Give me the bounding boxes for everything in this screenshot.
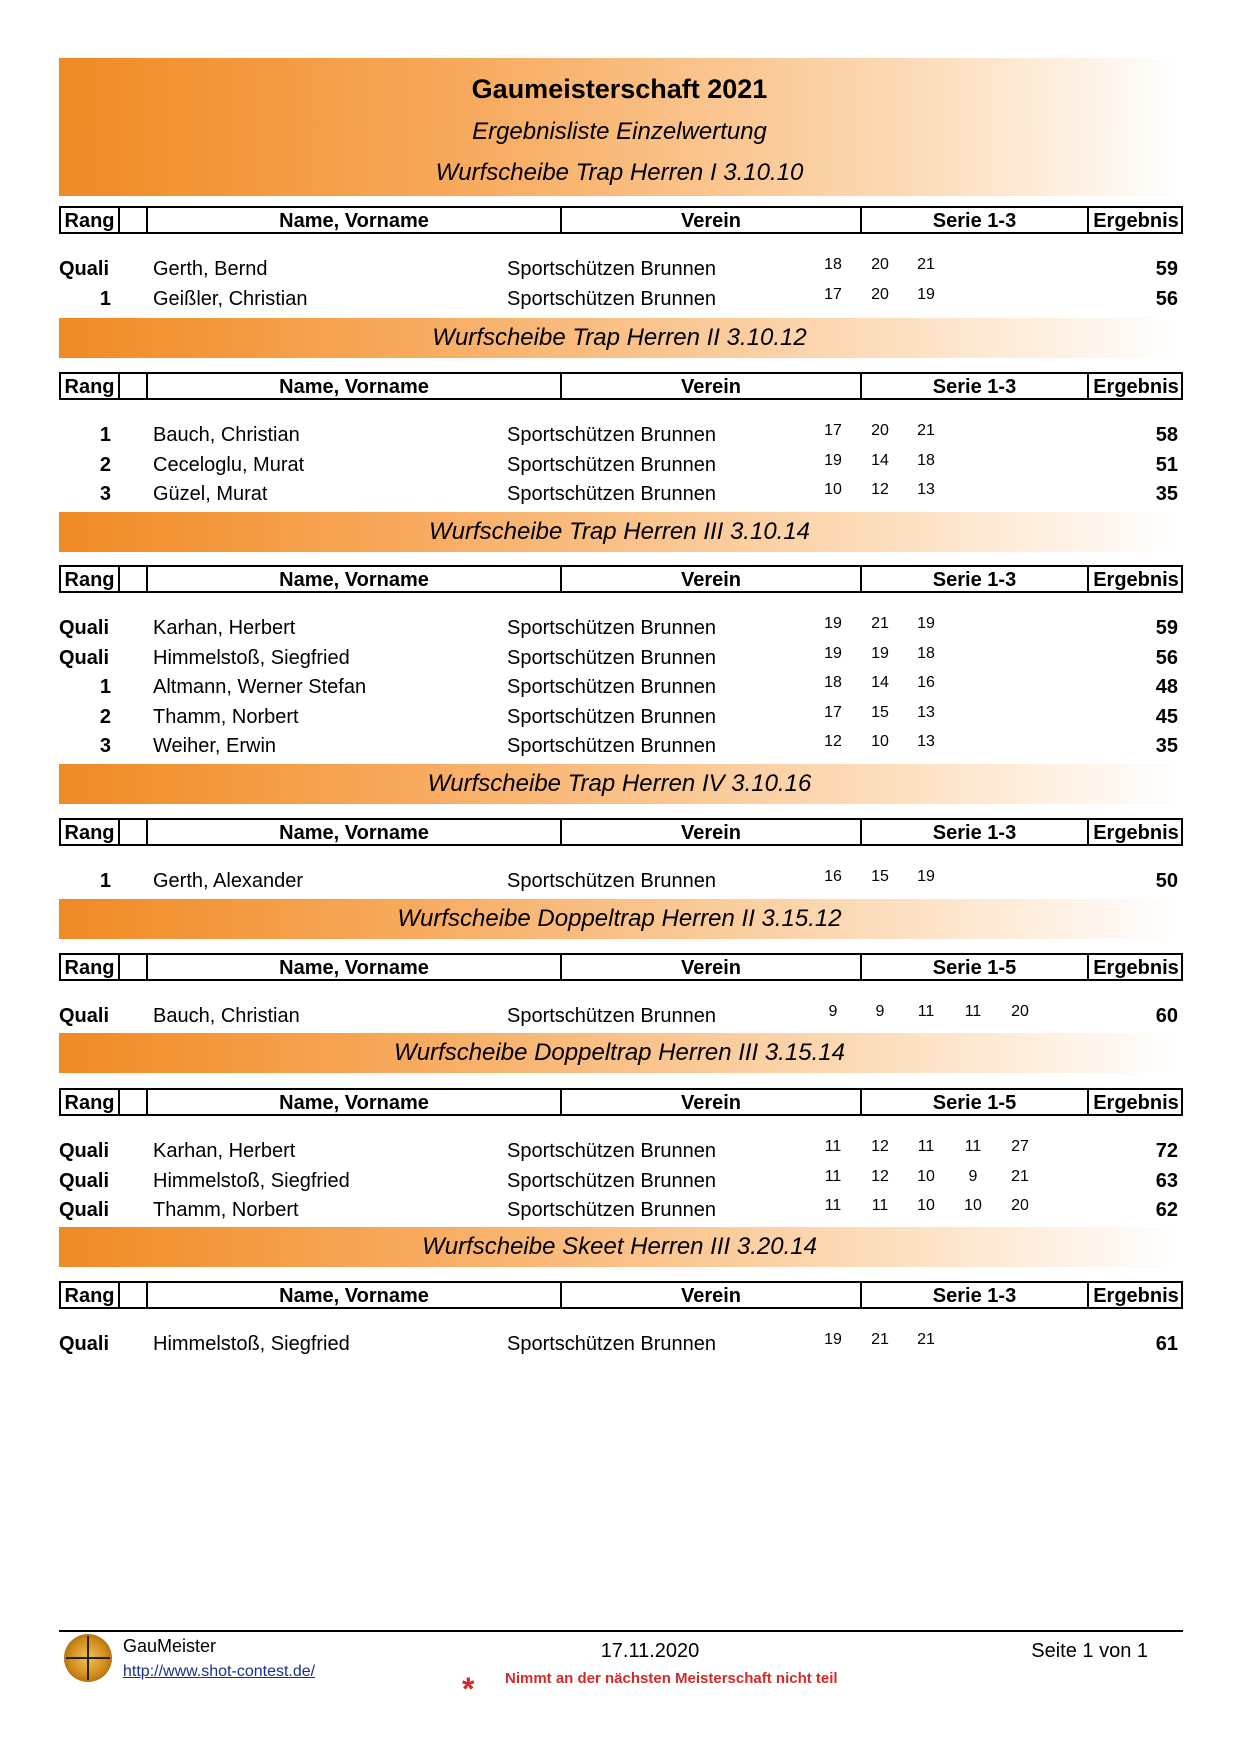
- row-ergebnis: 35: [1155, 735, 1178, 757]
- table-row: [0, 617, 1240, 645]
- row-serie-3: 19: [917, 285, 935, 303]
- section-title: Wurfscheibe Skeet Herren III 3.20.14: [422, 1233, 817, 1260]
- column-header-serie: Serie 1-3: [860, 208, 1087, 232]
- row-rang: Quali: [59, 258, 110, 280]
- row-serie-3: 18: [917, 644, 935, 662]
- row-serie-2: 21: [871, 1331, 889, 1348]
- row-serie-1: 17: [824, 703, 842, 721]
- section-title: Wurfscheibe Doppeltrap Herren III 3.15.14: [394, 1039, 845, 1066]
- column-header-ergebnis: Ergebnis: [1087, 1090, 1183, 1114]
- row-ergebnis: 62: [1155, 1199, 1178, 1221]
- row-serie-3: 21: [917, 1331, 935, 1348]
- column-header-verein: Verein: [560, 567, 860, 591]
- column-header-spacer: [118, 208, 146, 232]
- column-header-ergebnis: Ergebnis: [1087, 208, 1183, 232]
- row-rang: Quali: [59, 617, 110, 639]
- row-serie-2: 19: [871, 644, 889, 662]
- row-serie-3: 13: [917, 703, 935, 721]
- row-ergebnis: 59: [1155, 258, 1178, 280]
- row-rang: 2: [99, 705, 111, 728]
- column-header-rang: Rang: [64, 822, 115, 844]
- row-verein: Sportschützen Brunnen: [507, 1333, 717, 1355]
- row-serie-1: 10: [824, 481, 842, 498]
- row-serie-1: 11: [824, 1167, 842, 1185]
- row-serie-2: 15: [871, 868, 889, 885]
- table-row: [0, 424, 1240, 452]
- row-ergebnis: 72: [1155, 1140, 1178, 1162]
- footer-divider: [59, 1630, 1183, 1632]
- row-name: Thamm, Norbert: [153, 1199, 299, 1221]
- row-rang: Quali: [59, 1333, 110, 1355]
- row-serie-2: 12: [871, 481, 889, 498]
- column-header-ergebnis: Ergebnis: [1087, 955, 1183, 979]
- footer-page-number: Seite 1 von 1: [1031, 1640, 1148, 1662]
- column-header-ergebnis: Ergebnis: [1087, 567, 1183, 591]
- row-verein: Sportschützen Brunnen: [507, 617, 717, 639]
- row-serie-5: 20: [1011, 1197, 1029, 1214]
- row-serie-2: 9: [875, 1003, 885, 1020]
- section-title: Wurfscheibe Trap Herren II 3.10.12: [432, 324, 807, 351]
- table-row: [0, 1199, 1240, 1227]
- table-row: [0, 1333, 1240, 1361]
- column-header-verein: Verein: [560, 374, 860, 398]
- row-verein: Sportschützen Brunnen: [507, 705, 717, 728]
- column-header-spacer: [118, 955, 146, 979]
- column-header-verein: Verein: [560, 208, 860, 232]
- column-header-ergebnis: Ergebnis: [1087, 820, 1183, 844]
- page-title: Gaumeisterschaft 2021: [471, 74, 768, 104]
- row-ergebnis: 56: [1155, 287, 1178, 310]
- page-subtitle: Ergebnisliste Einzelwertung: [472, 118, 767, 145]
- row-serie-3: 19: [917, 615, 935, 632]
- row-serie-3: 11: [917, 1003, 935, 1020]
- footer-url-link[interactable]: http://www.shot-contest.de/: [123, 1663, 316, 1680]
- row-serie-3: 21: [917, 422, 935, 439]
- table-row: [0, 644, 1240, 675]
- section-title: Wurfscheibe Trap Herren IV 3.10.16: [427, 770, 812, 797]
- page-header: [59, 58, 1180, 196]
- column-header-spacer: [118, 1090, 146, 1114]
- row-serie-3: 18: [917, 451, 935, 469]
- column-header-rang: Rang: [64, 1092, 115, 1114]
- row-serie-1: 12: [824, 733, 842, 750]
- footer-date: 17.11.2020: [600, 1640, 700, 1662]
- row-name: Weiher, Erwin: [153, 735, 277, 757]
- table-row: [0, 1140, 1240, 1168]
- section-title-band: [59, 764, 1180, 804]
- row-name: Ceceloglu, Murat: [153, 453, 305, 476]
- column-header-ergebnis: Ergebnis: [1087, 1283, 1183, 1307]
- column-header-rang: Rang: [64, 210, 115, 232]
- row-name: Gerth, Bernd: [153, 258, 268, 280]
- row-serie-3: 10: [917, 1197, 935, 1214]
- row-serie-4: 9: [968, 1167, 978, 1185]
- row-verein: Sportschützen Brunnen: [507, 287, 717, 310]
- row-serie-3: 19: [917, 868, 935, 885]
- row-verein: Sportschützen Brunnen: [507, 646, 717, 669]
- column-header-serie: Serie 1-3: [860, 567, 1087, 591]
- section-title-band: [59, 318, 1180, 358]
- row-serie-5: 20: [1011, 1003, 1029, 1020]
- column-header-serie: Serie 1-3: [860, 1283, 1087, 1307]
- row-verein: Sportschützen Brunnen: [507, 1169, 717, 1192]
- table-header: [59, 818, 1183, 846]
- row-serie-5: 27: [1011, 1138, 1029, 1155]
- row-serie-3: 13: [917, 481, 935, 498]
- row-verein: Sportschützen Brunnen: [507, 1140, 717, 1162]
- row-serie-2: 12: [871, 1138, 889, 1155]
- row-ergebnis: 56: [1155, 646, 1178, 669]
- row-serie-5: 21: [1011, 1167, 1029, 1185]
- table-row: [0, 258, 1240, 286]
- row-rang: 1: [99, 676, 111, 698]
- table-row: [0, 703, 1240, 734]
- table-row: [0, 285, 1240, 316]
- row-serie-1: 19: [824, 451, 842, 469]
- footer-note: Nimmt an der nächsten Meisterschaft nicht teil: [505, 1670, 838, 1687]
- row-rang: 3: [99, 483, 111, 505]
- column-header-verein: Verein: [560, 1283, 860, 1307]
- row-rang: Quali: [59, 1005, 110, 1027]
- crosshair-logo-icon: [64, 1634, 112, 1682]
- row-serie-3: 13: [917, 733, 935, 750]
- row-rang: Quali: [59, 1169, 110, 1192]
- column-header-name: Name, Vorname: [146, 955, 560, 979]
- row-name: Karhan, Herbert: [153, 1140, 296, 1162]
- row-serie-1: 11: [824, 1138, 842, 1155]
- column-header-rang: Rang: [64, 376, 115, 398]
- column-header-rang: Rang: [64, 957, 115, 979]
- row-ergebnis: 63: [1155, 1169, 1178, 1192]
- column-header-verein: Verein: [560, 955, 860, 979]
- footer-app-name: GauMeister: [123, 1636, 217, 1656]
- row-verein: Sportschützen Brunnen: [507, 870, 717, 892]
- column-header-spacer: [118, 567, 146, 591]
- row-serie-2: 10: [871, 733, 889, 750]
- row-name: Bauch, Christian: [153, 1005, 300, 1027]
- table-header: [59, 1088, 1183, 1116]
- row-name: Gerth, Alexander: [153, 870, 304, 892]
- table-row: [0, 870, 1240, 898]
- row-verein: Sportschützen Brunnen: [507, 483, 717, 505]
- row-serie-1: 16: [824, 868, 842, 885]
- column-header-verein: Verein: [560, 1090, 860, 1114]
- row-verein: Sportschützen Brunnen: [507, 453, 717, 476]
- table-header: [59, 1281, 1183, 1309]
- row-rang: Quali: [59, 1199, 110, 1221]
- section-title: Wurfscheibe Doppeltrap Herren II 3.15.12: [397, 905, 842, 932]
- row-serie-3: 21: [917, 256, 935, 273]
- section-title-band: [59, 1227, 1180, 1267]
- row-serie-2: 12: [871, 1167, 889, 1185]
- row-serie-1: 19: [824, 615, 842, 632]
- table-row: [0, 676, 1240, 704]
- row-serie-1: 18: [824, 256, 842, 273]
- row-ergebnis: 50: [1155, 870, 1178, 892]
- section-title: Wurfscheibe Trap Herren III 3.10.14: [428, 518, 811, 545]
- column-header-name: Name, Vorname: [146, 208, 560, 232]
- row-serie-4: 11: [964, 1003, 982, 1020]
- row-name: Himmelstoß, Siegfried: [153, 1169, 350, 1192]
- column-header-spacer: [118, 374, 146, 398]
- column-header-name: Name, Vorname: [146, 820, 560, 844]
- row-serie-2: 14: [871, 674, 889, 691]
- row-name: Himmelstoß, Siegfried: [153, 1333, 350, 1355]
- row-serie-1: 17: [824, 285, 842, 303]
- row-ergebnis: 61: [1155, 1333, 1178, 1355]
- row-ergebnis: 51: [1155, 453, 1178, 476]
- row-ergebnis: 35: [1155, 483, 1178, 505]
- row-name: Karhan, Herbert: [153, 617, 296, 639]
- table-row: [0, 735, 1240, 763]
- row-name: Güzel, Murat: [153, 483, 268, 505]
- row-ergebnis: 60: [1155, 1005, 1178, 1027]
- row-rang: 1: [99, 870, 111, 892]
- column-header-serie: Serie 1-5: [860, 1090, 1087, 1114]
- row-rang: Quali: [59, 646, 110, 669]
- row-serie-1: 19: [824, 1331, 842, 1348]
- row-ergebnis: 58: [1155, 424, 1178, 446]
- column-header-spacer: [118, 1283, 146, 1307]
- row-serie-4: 10: [964, 1197, 982, 1214]
- row-serie-3: 10: [917, 1167, 935, 1185]
- row-ergebnis: 59: [1155, 617, 1178, 639]
- row-serie-1: 18: [824, 674, 842, 691]
- row-serie-3: 16: [917, 674, 935, 691]
- row-serie-1: 9: [828, 1003, 838, 1020]
- row-verein: Sportschützen Brunnen: [507, 1005, 717, 1027]
- table-row: [0, 1167, 1240, 1198]
- row-verein: Sportschützen Brunnen: [507, 1199, 717, 1221]
- row-verein: Sportschützen Brunnen: [507, 258, 717, 280]
- row-serie-1: 17: [824, 422, 842, 439]
- footer-asterisk: *: [462, 1671, 475, 1707]
- row-verein: Sportschützen Brunnen: [507, 735, 717, 757]
- row-rang: 1: [99, 287, 111, 310]
- row-serie-1: 11: [824, 1197, 842, 1214]
- row-rang: Quali: [59, 1140, 110, 1162]
- column-header-serie: Serie 1-5: [860, 955, 1087, 979]
- row-serie-2: 21: [871, 615, 889, 632]
- row-name: Himmelstoß, Siegfried: [153, 646, 350, 669]
- row-name: Thamm, Norbert: [153, 705, 299, 728]
- row-serie-4: 11: [964, 1138, 982, 1155]
- column-header-serie: Serie 1-3: [860, 374, 1087, 398]
- section-title-band: [59, 899, 1180, 939]
- column-header-ergebnis: Ergebnis: [1087, 374, 1183, 398]
- row-serie-3: 11: [917, 1138, 935, 1155]
- row-serie-1: 19: [824, 644, 842, 662]
- row-serie-2: 14: [871, 451, 889, 469]
- row-verein: Sportschützen Brunnen: [507, 424, 717, 446]
- section-title: Wurfscheibe Trap Herren I 3.10.10: [435, 159, 804, 186]
- column-header-name: Name, Vorname: [146, 567, 560, 591]
- row-rang: 2: [99, 453, 111, 476]
- row-serie-2: 20: [871, 256, 889, 273]
- column-header-rang: Rang: [64, 1285, 115, 1307]
- row-rang: 3: [99, 735, 111, 757]
- row-serie-2: 20: [871, 285, 889, 303]
- row-rang: 1: [99, 424, 111, 446]
- row-serie-2: 20: [871, 422, 889, 439]
- section-title-band: [59, 1033, 1180, 1073]
- column-header-name: Name, Vorname: [146, 1283, 560, 1307]
- table-header: [59, 953, 1183, 981]
- column-header-verein: Verein: [560, 820, 860, 844]
- row-name: Bauch, Christian: [153, 424, 300, 446]
- table-header: [59, 206, 1183, 234]
- section-title-band: [59, 512, 1180, 552]
- row-verein: Sportschützen Brunnen: [507, 676, 717, 698]
- table-header: [59, 372, 1183, 400]
- column-header-name: Name, Vorname: [146, 1090, 560, 1114]
- table-header: [59, 565, 1183, 593]
- column-header-name: Name, Vorname: [146, 374, 560, 398]
- table-row: [0, 1005, 1240, 1033]
- table-row: [0, 451, 1240, 482]
- column-header-serie: Serie 1-3: [860, 820, 1087, 844]
- column-header-rang: Rang: [64, 569, 115, 591]
- row-ergebnis: 48: [1155, 676, 1178, 698]
- row-name: Altmann, Werner Stefan: [153, 676, 367, 698]
- row-name: Geißler, Christian: [153, 287, 308, 310]
- table-row: [0, 483, 1240, 511]
- row-serie-2: 15: [871, 703, 889, 721]
- row-serie-2: 11: [871, 1197, 889, 1214]
- row-ergebnis: 45: [1155, 705, 1178, 728]
- column-header-spacer: [118, 820, 146, 844]
